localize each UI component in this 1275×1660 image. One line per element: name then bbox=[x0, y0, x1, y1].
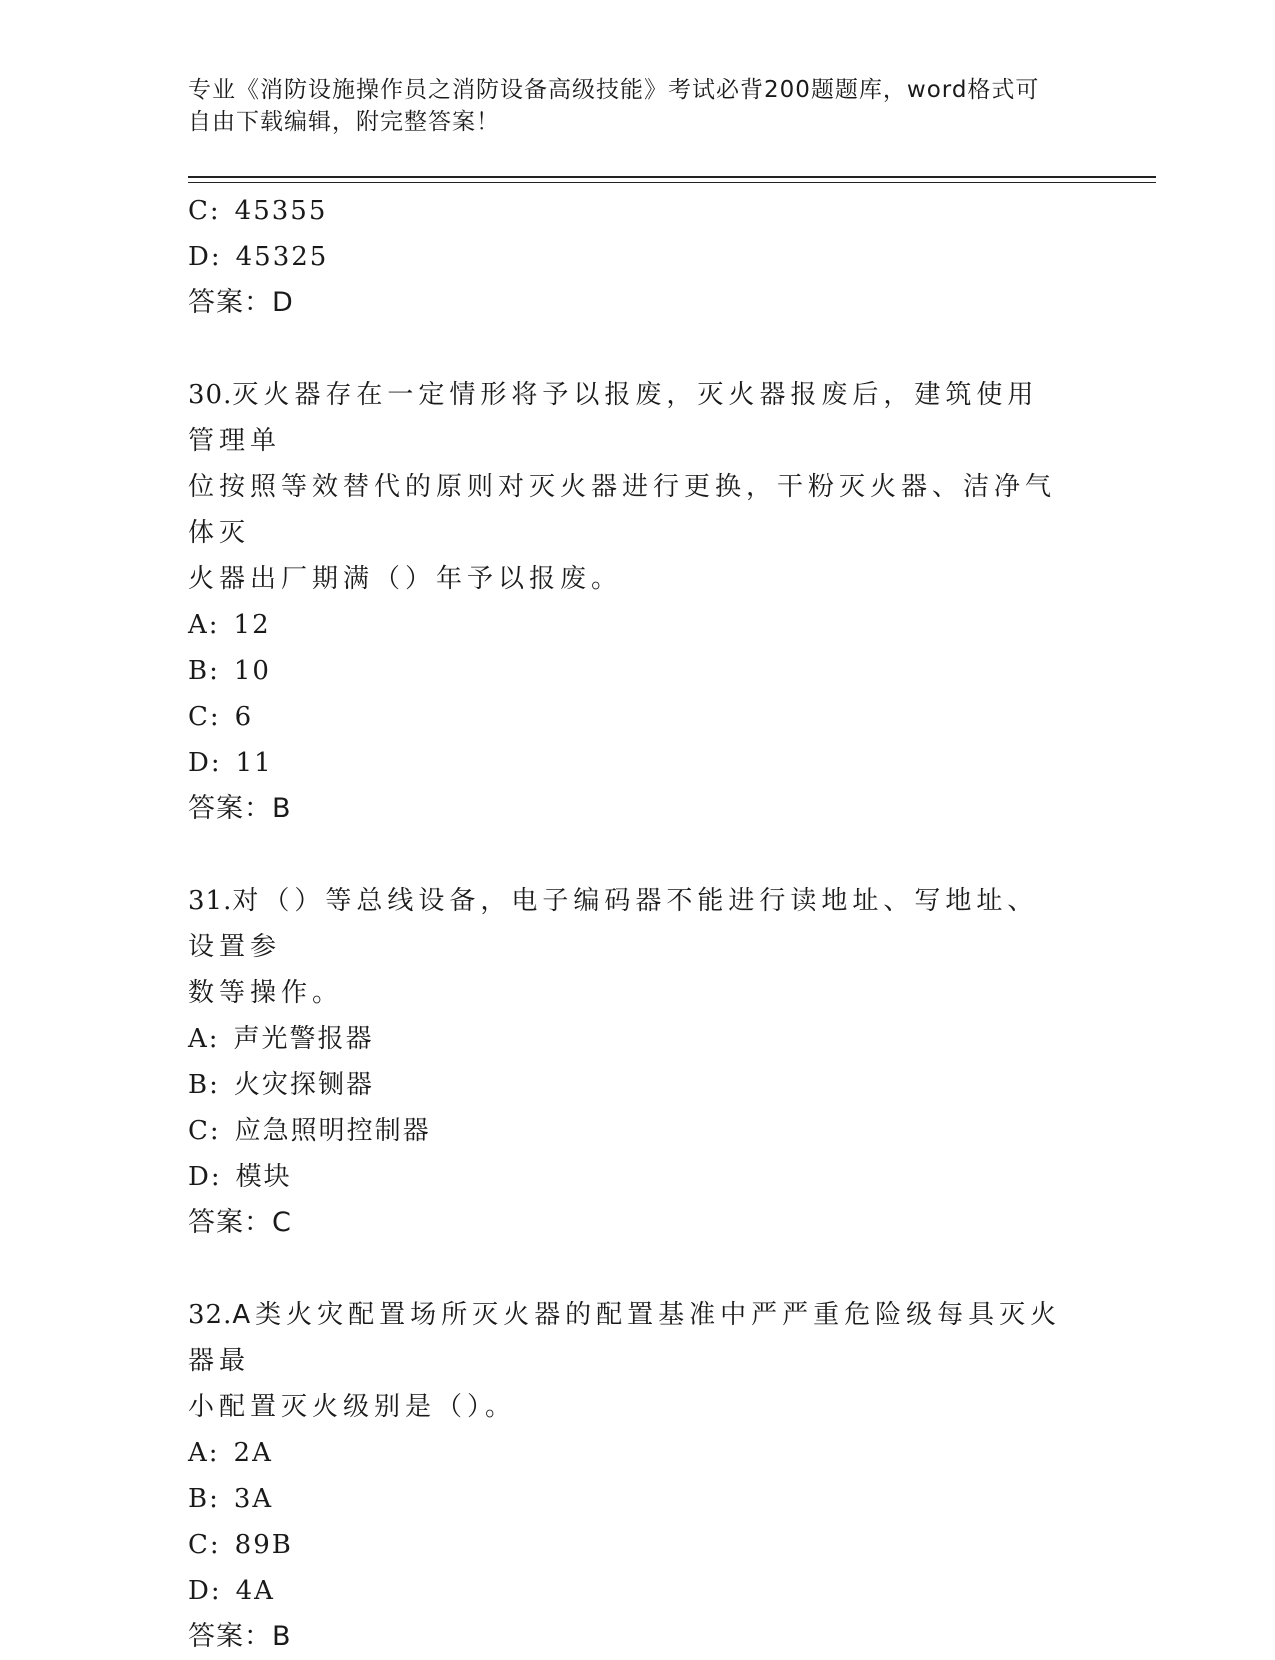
option-text: 4A bbox=[235, 1576, 275, 1606]
option-text: 45355 bbox=[234, 196, 328, 226]
option-text: 2A bbox=[233, 1438, 273, 1468]
option-d bbox=[188, 234, 1088, 280]
question-30 bbox=[188, 372, 1088, 832]
option-d bbox=[188, 740, 1088, 786]
answer-line: 答案：C bbox=[188, 1207, 292, 1238]
spacer bbox=[188, 832, 1088, 878]
option-letter: B: bbox=[188, 1070, 220, 1100]
option-letter: A: bbox=[188, 1024, 220, 1054]
question-31 bbox=[188, 878, 1088, 1246]
question-line-2: 数等操作。 bbox=[188, 978, 344, 1008]
option-text: 12 bbox=[233, 610, 271, 640]
option-letter: B: bbox=[188, 656, 220, 686]
spacer bbox=[188, 326, 1088, 372]
option-text: 11 bbox=[235, 748, 273, 778]
option-b bbox=[188, 648, 1088, 694]
question-line-3: 火器出厂期满（）年予以报废。 bbox=[188, 564, 623, 594]
question-text bbox=[188, 372, 1068, 602]
option-b bbox=[188, 1476, 1088, 1522]
page-header bbox=[188, 74, 1068, 138]
question-number: 32. bbox=[188, 1300, 233, 1330]
option-c bbox=[188, 1522, 1088, 1568]
option-text: 声光警报器 bbox=[233, 1024, 374, 1054]
option-text: 10 bbox=[233, 656, 271, 686]
option-letter: D: bbox=[188, 1576, 222, 1606]
answer-line: 答案：D bbox=[188, 287, 294, 318]
header-line-2: 自由下载编辑，附完整答案！ bbox=[188, 109, 500, 135]
question-text bbox=[188, 1292, 1068, 1430]
question-line-1: 灭火器存在一定情形将予以报废，灭火器报废后，建筑使用管理单 bbox=[188, 380, 1039, 456]
option-letter: C: bbox=[188, 196, 221, 226]
option-a bbox=[188, 1016, 1088, 1062]
option-a bbox=[188, 602, 1088, 648]
spacer bbox=[188, 1246, 1088, 1292]
option-letter: C: bbox=[188, 702, 221, 732]
question-line-2: 位按照等效替代的原则对灭火器进行更换，干粉灭火器、洁净气体灭 bbox=[188, 472, 1057, 548]
question-line-1: 对（）等总线设备，电子编码器不能进行读地址、写地址、设置参 bbox=[188, 886, 1039, 962]
option-a bbox=[188, 1430, 1088, 1476]
question-number: 31. bbox=[188, 886, 233, 916]
option-d bbox=[188, 1568, 1088, 1614]
header-divider-thin bbox=[188, 182, 1156, 183]
option-text: 89B bbox=[234, 1530, 293, 1560]
option-text: 6 bbox=[234, 702, 254, 732]
option-letter: D: bbox=[188, 748, 222, 778]
answer-line: 答案：B bbox=[188, 793, 292, 824]
option-b bbox=[188, 1062, 1088, 1108]
option-text: 模块 bbox=[235, 1162, 292, 1192]
option-text: 火灾探铡器 bbox=[233, 1070, 374, 1100]
option-c bbox=[188, 1108, 1088, 1154]
question-line-2: 小配置灭火级别是（）。 bbox=[188, 1392, 517, 1422]
option-letter: B: bbox=[188, 1484, 220, 1514]
option-text: 3A bbox=[233, 1484, 274, 1514]
question-line-1: A类火灾配置场所灭火器的配置基准中严严重危险级每具灭火器最 bbox=[188, 1300, 1062, 1376]
option-text: 应急照明控制器 bbox=[234, 1116, 431, 1146]
option-letter: A: bbox=[188, 1438, 220, 1468]
question-number: 30. bbox=[188, 380, 233, 410]
option-letter: A: bbox=[188, 610, 220, 640]
option-text: 45325 bbox=[235, 242, 329, 272]
option-letter: C: bbox=[188, 1530, 221, 1560]
question-32 bbox=[188, 1292, 1088, 1660]
prev-question-block bbox=[188, 188, 1088, 326]
header-line-1: 专业《消防设施操作员之消防设备高级技能》考试必背200题题库，word格式可 bbox=[188, 77, 1040, 103]
option-c bbox=[188, 694, 1088, 740]
option-letter: D: bbox=[188, 242, 222, 272]
question-text bbox=[188, 878, 1068, 1016]
answer-line: 答案：B bbox=[188, 1621, 292, 1652]
header-divider-thick bbox=[188, 176, 1156, 178]
option-c bbox=[188, 188, 1088, 234]
option-letter: D: bbox=[188, 1162, 222, 1192]
option-d bbox=[188, 1154, 1088, 1200]
option-letter: C: bbox=[188, 1116, 221, 1146]
question-list bbox=[188, 188, 1088, 1660]
